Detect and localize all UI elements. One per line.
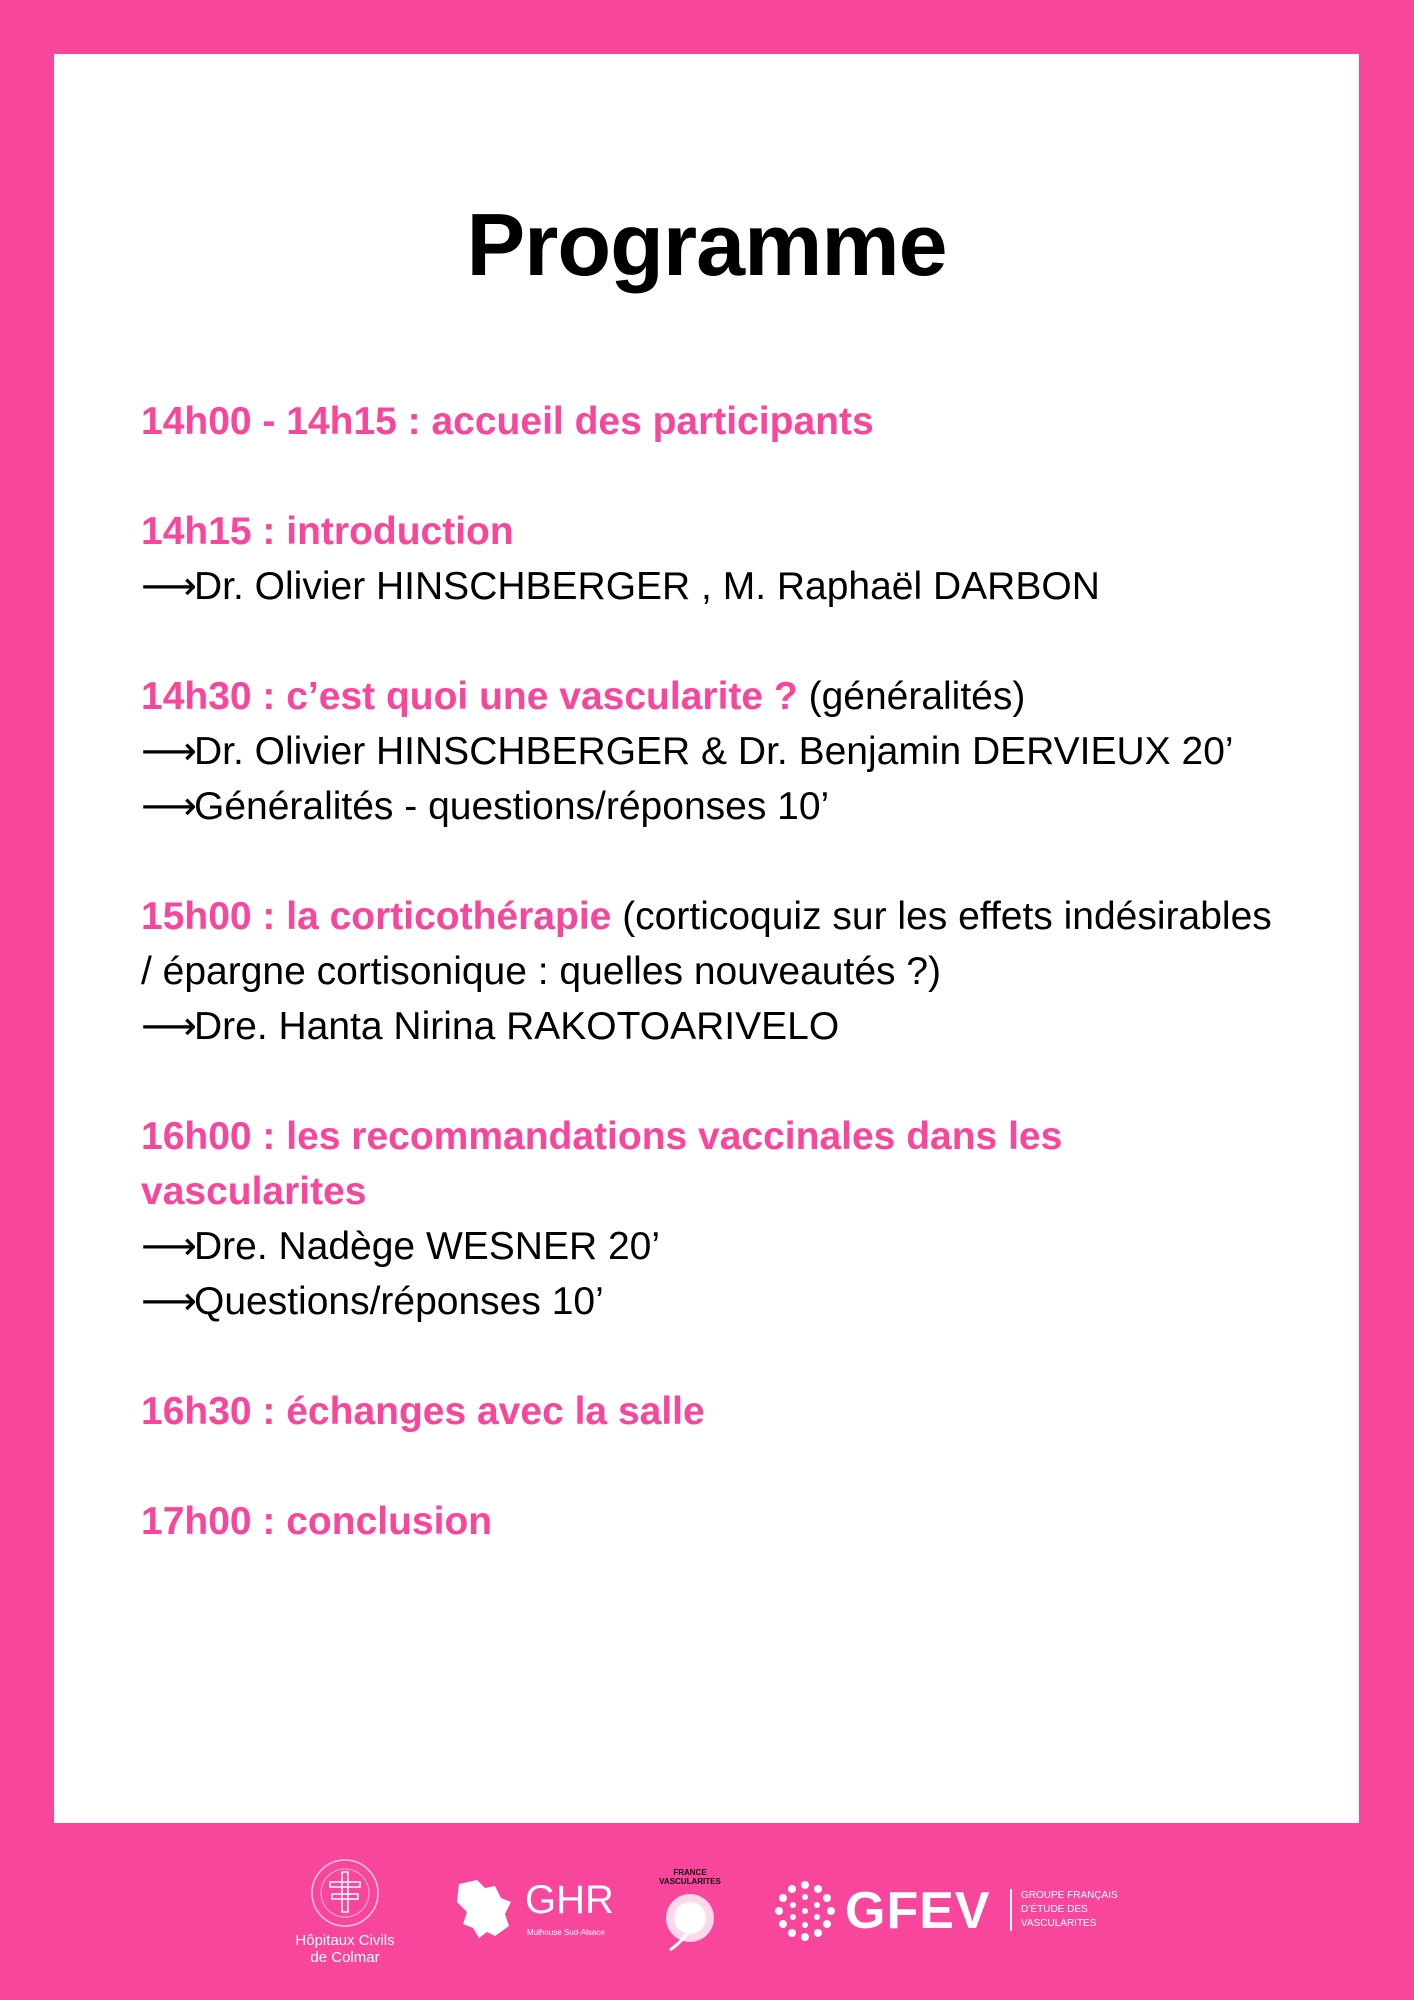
ghr-name: GHR: [525, 1878, 614, 1922]
item-heading: 15h00 : la corticothérapie: [141, 895, 612, 938]
arrow-icon: ⟶: [141, 730, 197, 773]
program-item: [141, 1109, 1291, 1329]
gfev-acronym: GFEV: [845, 1882, 991, 1940]
item-heading: 17h00 : conclusion: [141, 1500, 493, 1543]
hopitaux-civils-colmar-logo: [280, 1858, 410, 1966]
item-heading: 16h00 : les recommandations vaccinales dans les vascularites: [141, 1115, 1063, 1213]
arrow-icon: ⟶: [141, 785, 197, 828]
speaker-line: ⟶Dre. Hanta Nirina RAKOTOARIVELO: [141, 999, 1291, 1054]
item-heading: 14h15 : introduction: [141, 510, 514, 553]
program-list: [141, 394, 1291, 1604]
ghr-subtitle: Mulhouse Sud-Alsace: [527, 1928, 605, 1937]
page-title: Programme: [466, 195, 947, 294]
hcc-name-line2: de Colmar: [310, 1949, 380, 1966]
arrow-icon: ⟶: [141, 1225, 197, 1268]
gfev-full-name: GROUPE FRANÇAIS D’ÉTUDE DES VASCULARITES: [1021, 1890, 1118, 1929]
speaker-line: ⟶Dre. Nadège WESNER 20’: [141, 1219, 1291, 1274]
gfev-logo: [775, 1881, 1135, 1946]
program-item: [141, 504, 1291, 614]
programme-card: [54, 54, 1359, 1823]
arrow-icon: ⟶: [141, 565, 197, 608]
program-item: [141, 394, 1291, 449]
france-vascularites-logo: FRANCE VASCULARITES: [650, 1868, 730, 1958]
hcc-name-line1: Hôpitaux Civils: [295, 1932, 395, 1949]
program-item: [141, 669, 1291, 834]
speaker-line: ⟶Questions/réponses 10’: [141, 1274, 1291, 1329]
alsace-map-icon: [455, 1878, 515, 1940]
speaker-line: ⟶Dr. Olivier HINSCHBERGER , M. Raphaël DARBON: [141, 559, 1291, 614]
item-heading: 14h00 - 14h15 : accueil des participants: [141, 400, 874, 443]
program-item: [141, 1384, 1291, 1439]
speaker-line: ⟶Dr. Olivier HINSCHBERGER & Dr. Benjamin DERVIEUX 20’: [141, 724, 1291, 779]
item-note: (généralités): [808, 675, 1026, 718]
arrow-icon: ⟶: [141, 1005, 197, 1048]
footer-logos: [0, 1823, 1414, 2000]
arrow-icon: ⟶: [141, 1280, 197, 1323]
hospital-cross-icon: [310, 1858, 380, 1928]
ghr-logo: [455, 1878, 615, 1945]
program-item: [141, 889, 1291, 1054]
gfev-divider: [1010, 1889, 1012, 1931]
dotted-circle-icon: [775, 1881, 835, 1941]
item-heading: 14h30 : c’est quoi une vascularite ?: [141, 675, 798, 718]
item-heading: 16h30 : échanges avec la salle: [141, 1390, 705, 1433]
item-note: (corticoquiz sur les effets indésirables / épargne cortisonique : quelles nouveautés ?): [141, 895, 1272, 993]
program-item: [141, 1494, 1291, 1549]
speaker-line: ⟶Généralités - questions/réponses 10’: [141, 779, 1291, 834]
